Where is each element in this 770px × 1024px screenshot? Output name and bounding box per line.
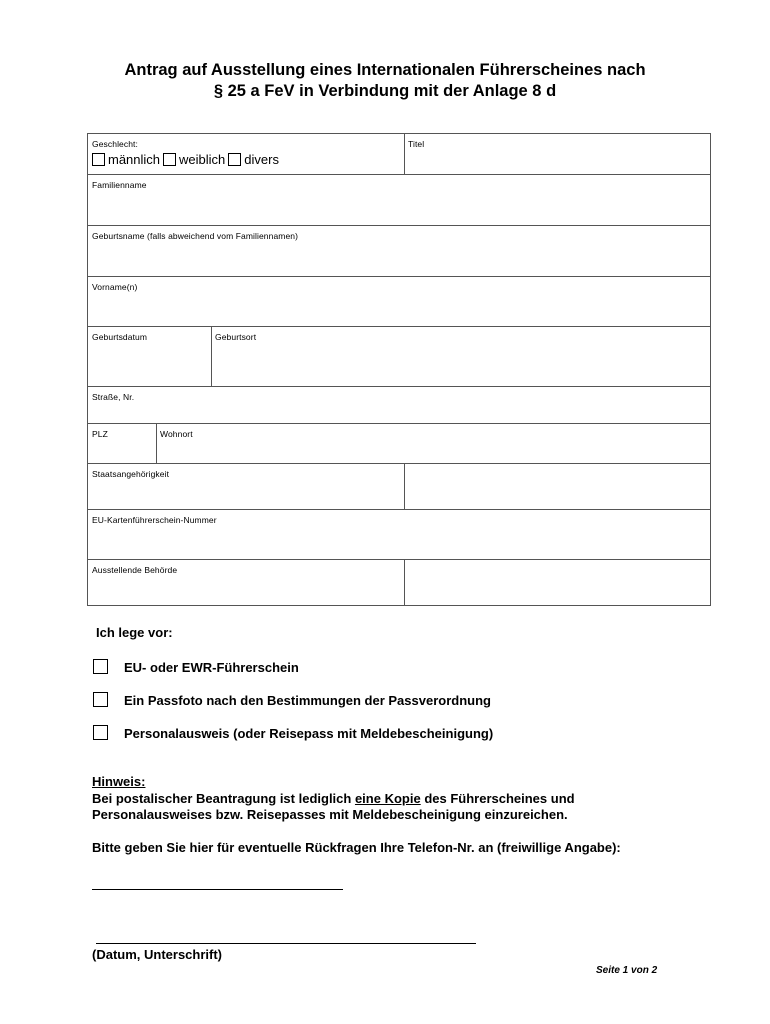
gender-options: [92, 152, 282, 167]
checkbox-ausweis[interactable]: [93, 725, 108, 740]
eu-nummer-label: EU-Kartenführerschein-Nummer: [92, 515, 217, 525]
gender-checkbox-male[interactable]: [92, 153, 105, 166]
geburtsname-field[interactable]: [88, 226, 710, 277]
title-line-1: Antrag auf Ausstellung eines Internationalen Führerscheines nach: [124, 61, 646, 79]
geburtsdatum-label: Geburtsdatum: [92, 332, 148, 342]
geburtsort-label: Geburtsort: [215, 332, 257, 342]
row-address: [88, 424, 710, 464]
authority-extra-field[interactable]: [404, 560, 710, 605]
gender-option-male: männlich: [108, 152, 161, 167]
hinweis-heading: Hinweis:: [92, 774, 146, 789]
vorname-label: Vorname(n): [92, 282, 138, 292]
familienname-field[interactable]: [88, 175, 710, 226]
vorlage-item-ausweis: Personalausweis (oder Reisepass mit Meldebescheinigung): [124, 726, 494, 741]
row-nationality: [88, 464, 710, 510]
wohnort-label: Wohnort: [160, 429, 193, 439]
geburtsdatum-field[interactable]: [88, 327, 211, 386]
application-form: [87, 133, 711, 606]
gender-checkbox-diverse[interactable]: [228, 153, 241, 166]
strasse-label: Straße, Nr.: [92, 392, 135, 402]
wohnort-field[interactable]: [156, 424, 710, 463]
plz-field[interactable]: [88, 424, 156, 463]
telefon-prompt: Bitte geben Sie hier für eventuelle Rückfragen Ihre Telefon-Nr. an (freiwillige Angabe):: [92, 840, 621, 855]
signature-line[interactable]: [96, 943, 476, 944]
staatsangehoerigkeit-label: Staatsangehörigkeit: [92, 469, 170, 479]
gender-label: Geschlecht:: [92, 139, 138, 149]
plz-label: PLZ: [92, 429, 108, 439]
row-authority: [88, 560, 710, 605]
hinweis-line-2: Personalausweises bzw. Reisepasses mit Meldebescheinigung einzureichen.: [92, 807, 568, 822]
checkbox-fuehrerschein[interactable]: [93, 659, 108, 674]
hinweis-text: Bei postalischer Beantragung ist lediglich: [92, 790, 355, 806]
nationality-extra-field[interactable]: [404, 464, 710, 509]
telefon-line[interactable]: [92, 889, 343, 890]
hinweis-text: des Führerscheines und: [420, 790, 575, 806]
vorlage-item-passfoto: Ein Passfoto nach den Bestimmungen der Passverordnung: [124, 693, 491, 708]
hinweis-emphasis: eine Kopie: [354, 790, 421, 806]
page-number: Seite 1 von 2: [596, 965, 658, 976]
geburtsname-label: Geburtsname (falls abweichend vom Familiennamen): [92, 231, 299, 241]
title-line-2: § 25 a FeV in Verbindung mit der Anlage 8 d: [213, 82, 557, 100]
gender-option-female: weiblich: [179, 152, 226, 167]
behoerde-label: Ausstellende Behörde: [92, 565, 178, 575]
titel-field[interactable]: [404, 134, 710, 174]
vorlage-heading: Ich lege vor:: [96, 625, 173, 640]
row-gender-title: [88, 134, 710, 175]
row-birth: [88, 327, 710, 387]
staatsangehoerigkeit-field[interactable]: [88, 464, 404, 509]
strasse-field[interactable]: [88, 387, 710, 424]
gender-option-diverse: divers: [244, 152, 279, 167]
geburtsort-field[interactable]: [211, 327, 710, 386]
vorname-field[interactable]: [88, 277, 710, 327]
eu-nummer-field[interactable]: [88, 510, 710, 560]
familienname-label: Familienname: [92, 180, 147, 190]
titel-label: Titel: [408, 139, 425, 149]
hinweis-line-1: [92, 791, 575, 808]
hinweis-block: [92, 774, 575, 824]
behoerde-field[interactable]: [88, 560, 404, 605]
gender-checkbox-female[interactable]: [163, 153, 176, 166]
vorlage-item-fuehrerschein: EU- oder EWR-Führerschein: [124, 660, 299, 675]
signature-label: (Datum, Unterschrift): [92, 947, 223, 962]
checkbox-passfoto[interactable]: [93, 692, 108, 707]
